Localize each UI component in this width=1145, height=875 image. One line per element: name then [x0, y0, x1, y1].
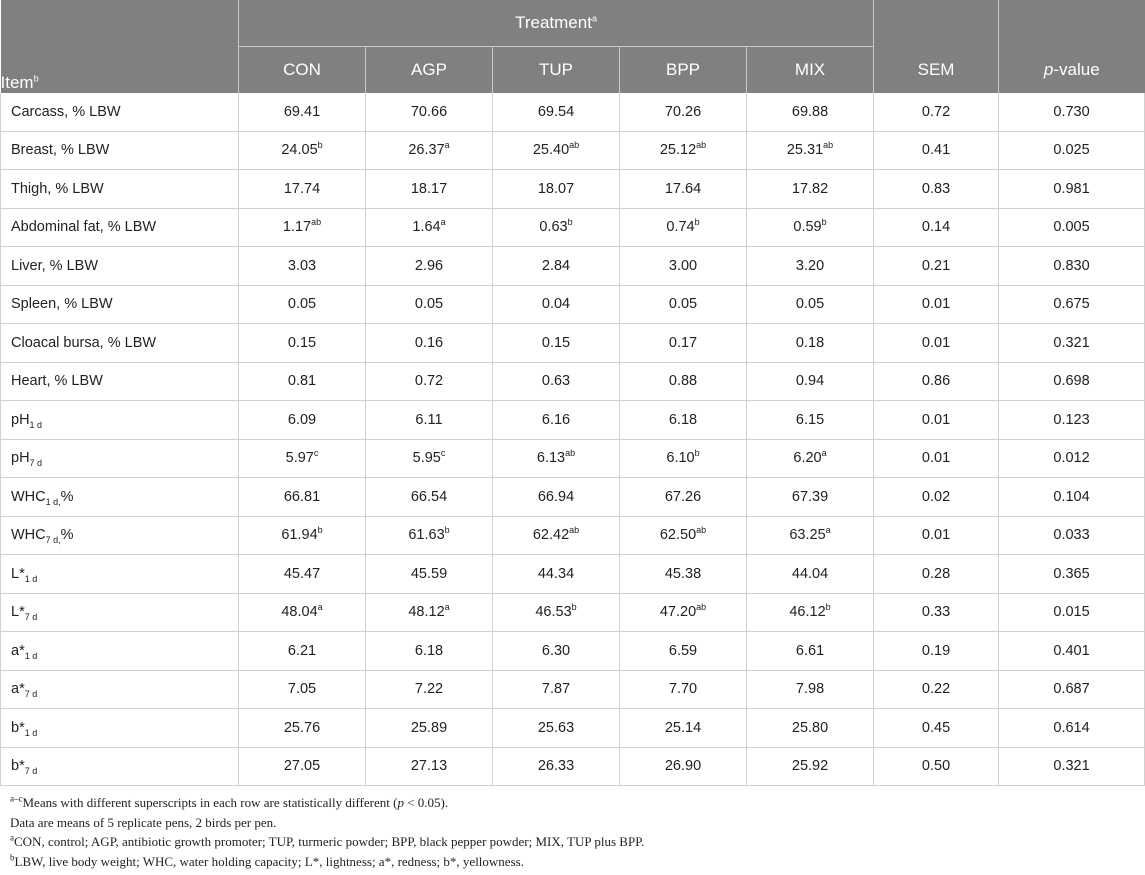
value-cell: 69.41 [239, 93, 366, 131]
value-cell: 6.15 [747, 401, 874, 440]
value-cell: 2.84 [493, 247, 620, 286]
value-cell: 6.61 [747, 632, 874, 671]
table-row [1, 247, 1145, 286]
value-cell: 0.15 [493, 324, 620, 363]
table-row [1, 709, 1145, 748]
value-cell: 0.74$^b$ [620, 208, 747, 247]
sem-cell: 0.28 [874, 555, 999, 594]
row-label: $a*_{1 d}$ [1, 632, 239, 671]
pvalue-cell: 0.365 [999, 555, 1145, 594]
value-cell: 47.20$^{ab}$ [620, 593, 747, 632]
value-cell: 18.17 [366, 170, 493, 209]
value-cell: 0.05 [366, 285, 493, 324]
pvalue-cell: 0.005 [999, 208, 1145, 247]
value-cell: 62.50$^{ab}$ [620, 516, 747, 555]
row-label: Thigh, % LBW [1, 170, 239, 209]
sem-cell: 0.45 [874, 709, 999, 748]
item-header: Item$^b$ [1, 0, 239, 93]
value-cell: 0.17 [620, 324, 747, 363]
treatment-col-header: TUP [493, 47, 620, 94]
value-cell: 0.59$^b$ [747, 208, 874, 247]
value-cell: 61.63$^b$ [366, 516, 493, 555]
value-cell: 6.13$^{ab}$ [493, 439, 620, 478]
row-label: $WHC_{7 d,}\%$ [1, 516, 239, 555]
treatment-col-header: MIX [747, 47, 874, 94]
value-cell: 0.15 [239, 324, 366, 363]
row-label: Carcass, % LBW [1, 93, 239, 131]
footnote-replicates: Data are means of 5 replicate pens, 2 birds per pen. [10, 814, 277, 830]
value-cell: 27.13 [366, 747, 493, 786]
value-cell: 6.11 [366, 401, 493, 440]
footnote-treatments: $^a$CON, control; AGP, antibiotic growth promoter; TUP, turmeric powder; BPP, black pepper powder; MIX, TUP plus BPP. [10, 832, 645, 849]
value-cell: 0.94 [747, 362, 874, 401]
pvalue-cell: 0.730 [999, 93, 1145, 131]
table-row [1, 632, 1145, 671]
footnotes [0, 786, 1145, 871]
value-cell: 3.00 [620, 247, 747, 286]
value-cell: 25.12$^{ab}$ [620, 131, 747, 170]
row-label: $L*_{7 d}$ [1, 593, 239, 632]
pvalue-cell: 0.025 [999, 131, 1145, 170]
value-cell: 25.14 [620, 709, 747, 748]
sem-cell: 0.01 [874, 285, 999, 324]
value-cell: 2.96 [366, 247, 493, 286]
value-cell: 25.40$^{ab}$ [493, 131, 620, 170]
value-cell: 6.10$^b$ [620, 439, 747, 478]
row-label: $pH_{7 d}$ [1, 439, 239, 478]
table-row [1, 362, 1145, 401]
table-row [1, 439, 1145, 478]
value-cell: 0.63 [493, 362, 620, 401]
value-cell: 61.94$^b$ [239, 516, 366, 555]
row-label: Abdominal fat, % LBW [1, 208, 239, 247]
sem-cell: 0.41 [874, 131, 999, 170]
treatment-header: Treatment$^a$ [239, 0, 874, 47]
pvalue-cell: 0.321 [999, 324, 1145, 363]
table-row [1, 131, 1145, 170]
value-cell: 26.37$^a$ [366, 131, 493, 170]
row-label: Heart, % LBW [1, 362, 239, 401]
value-cell: 0.04 [493, 285, 620, 324]
value-cell: 0.05 [239, 285, 366, 324]
sem-cell: 0.33 [874, 593, 999, 632]
pvalue-cell: 0.675 [999, 285, 1145, 324]
treatment-col-header: CON [239, 47, 366, 94]
value-cell: 17.74 [239, 170, 366, 209]
pvalue-cell: 0.015 [999, 593, 1145, 632]
value-cell: 66.54 [366, 478, 493, 517]
value-cell: 46.53$^b$ [493, 593, 620, 632]
table-row [1, 93, 1145, 131]
value-cell: 6.30 [493, 632, 620, 671]
value-cell: 0.05 [747, 285, 874, 324]
value-cell: 0.72 [366, 362, 493, 401]
value-cell: 44.34 [493, 555, 620, 594]
sem-cell: 0.01 [874, 516, 999, 555]
value-cell: 26.33 [493, 747, 620, 786]
value-cell: 25.63 [493, 709, 620, 748]
sem-cell: 0.01 [874, 401, 999, 440]
pvalue-cell: 0.321 [999, 747, 1145, 786]
sem-cell: 0.14 [874, 208, 999, 247]
sem-cell: 0.50 [874, 747, 999, 786]
value-cell: 0.18 [747, 324, 874, 363]
table-row [1, 747, 1145, 786]
value-cell: 0.63$^b$ [493, 208, 620, 247]
value-cell: 69.88 [747, 93, 874, 131]
value-cell: 0.05 [620, 285, 747, 324]
value-cell: 5.97$^c$ [239, 439, 366, 478]
sem-cell: 0.72 [874, 93, 999, 131]
value-cell: 45.47 [239, 555, 366, 594]
value-cell: 44.04 [747, 555, 874, 594]
value-cell: 25.31$^{ab}$ [747, 131, 874, 170]
value-cell: 7.87 [493, 670, 620, 709]
row-label: Breast, % LBW [1, 131, 239, 170]
footnote-abbreviations: $^b$LBW, live body weight; WHC, water holding capacity; L*, lightness; a*, redness; b*, yellowness. [10, 852, 524, 869]
row-label: Cloacal bursa, % LBW [1, 324, 239, 363]
value-cell: 46.12$^b$ [747, 593, 874, 632]
value-cell: 69.54 [493, 93, 620, 131]
sem-cell: 0.02 [874, 478, 999, 517]
pvalue-cell: 0.123 [999, 401, 1145, 440]
row-label: $a*_{7 d}$ [1, 670, 239, 709]
value-cell: 0.81 [239, 362, 366, 401]
value-cell: 67.39 [747, 478, 874, 517]
value-cell: 0.88 [620, 362, 747, 401]
sem-cell: 0.83 [874, 170, 999, 209]
value-cell: 27.05 [239, 747, 366, 786]
table-row [1, 516, 1145, 555]
value-cell: 6.16 [493, 401, 620, 440]
value-cell: 25.80 [747, 709, 874, 748]
value-cell: 45.59 [366, 555, 493, 594]
value-cell: 25.89 [366, 709, 493, 748]
table-row [1, 285, 1145, 324]
sem-cell: 0.01 [874, 324, 999, 363]
value-cell: 7.98 [747, 670, 874, 709]
value-cell: 48.04$^a$ [239, 593, 366, 632]
pvalue-header: p-value [999, 0, 1145, 93]
value-cell: 6.59 [620, 632, 747, 671]
value-cell: 0.16 [366, 324, 493, 363]
sem-cell: 0.22 [874, 670, 999, 709]
table-row [1, 401, 1145, 440]
row-label: Liver, % LBW [1, 247, 239, 286]
row-label: $b*_{7 d}$ [1, 747, 239, 786]
pvalue-cell: 0.687 [999, 670, 1145, 709]
pvalue-cell: 0.401 [999, 632, 1145, 671]
value-cell: 6.18 [366, 632, 493, 671]
value-cell: 24.05$^b$ [239, 131, 366, 170]
value-cell: 17.64 [620, 170, 747, 209]
value-cell: 1.64$^a$ [366, 208, 493, 247]
value-cell: 25.76 [239, 709, 366, 748]
row-label: $L*_{1 d}$ [1, 555, 239, 594]
sem-cell: 0.19 [874, 632, 999, 671]
sem-cell: 0.21 [874, 247, 999, 286]
table-row [1, 208, 1145, 247]
value-cell: 3.03 [239, 247, 366, 286]
table-row [1, 324, 1145, 363]
sem-cell: 0.86 [874, 362, 999, 401]
value-cell: 6.18 [620, 401, 747, 440]
table-row [1, 593, 1145, 632]
sem-cell: 0.01 [874, 439, 999, 478]
table-header [1, 0, 1145, 93]
treatment-col-header: BPP [620, 47, 747, 94]
row-label: $pH_{1 d}$ [1, 401, 239, 440]
value-cell: 5.95$^c$ [366, 439, 493, 478]
value-cell: 7.70 [620, 670, 747, 709]
pvalue-cell: 0.104 [999, 478, 1145, 517]
value-cell: 25.92 [747, 747, 874, 786]
sem-header: SEM [874, 0, 999, 93]
value-cell: 70.26 [620, 93, 747, 131]
value-cell: 6.20$^a$ [747, 439, 874, 478]
table-body [1, 93, 1145, 786]
value-cell: 1.17$^{ab}$ [239, 208, 366, 247]
value-cell: 18.07 [493, 170, 620, 209]
pvalue-cell: 0.698 [999, 362, 1145, 401]
table-row [1, 478, 1145, 517]
value-cell: 3.20 [747, 247, 874, 286]
value-cell: 62.42$^{ab}$ [493, 516, 620, 555]
row-label: Spleen, % LBW [1, 285, 239, 324]
row-label: $b*_{1 d}$ [1, 709, 239, 748]
value-cell: 26.90 [620, 747, 747, 786]
footnote-significance: $^{a-c}$Means with different superscripts in each row are statistically different (p < 0.05). [10, 793, 449, 810]
pvalue-cell: 0.033 [999, 516, 1145, 555]
value-cell: 7.05 [239, 670, 366, 709]
value-cell: 17.82 [747, 170, 874, 209]
value-cell: 6.09 [239, 401, 366, 440]
value-cell: 45.38 [620, 555, 747, 594]
value-cell: 67.26 [620, 478, 747, 517]
row-label: $WHC_{1 d,}\%$ [1, 478, 239, 517]
treatment-col-header: AGP [366, 47, 493, 94]
table-row [1, 170, 1145, 209]
pvalue-cell: 0.830 [999, 247, 1145, 286]
value-cell: 66.94 [493, 478, 620, 517]
value-cell: 63.25$^a$ [747, 516, 874, 555]
value-cell: 66.81 [239, 478, 366, 517]
pvalue-cell: 0.981 [999, 170, 1145, 209]
table-row [1, 555, 1145, 594]
value-cell: 48.12$^a$ [366, 593, 493, 632]
value-cell: 6.21 [239, 632, 366, 671]
pvalue-cell: 0.614 [999, 709, 1145, 748]
table-row [1, 670, 1145, 709]
value-cell: 7.22 [366, 670, 493, 709]
pvalue-cell: 0.012 [999, 439, 1145, 478]
value-cell: 70.66 [366, 93, 493, 131]
